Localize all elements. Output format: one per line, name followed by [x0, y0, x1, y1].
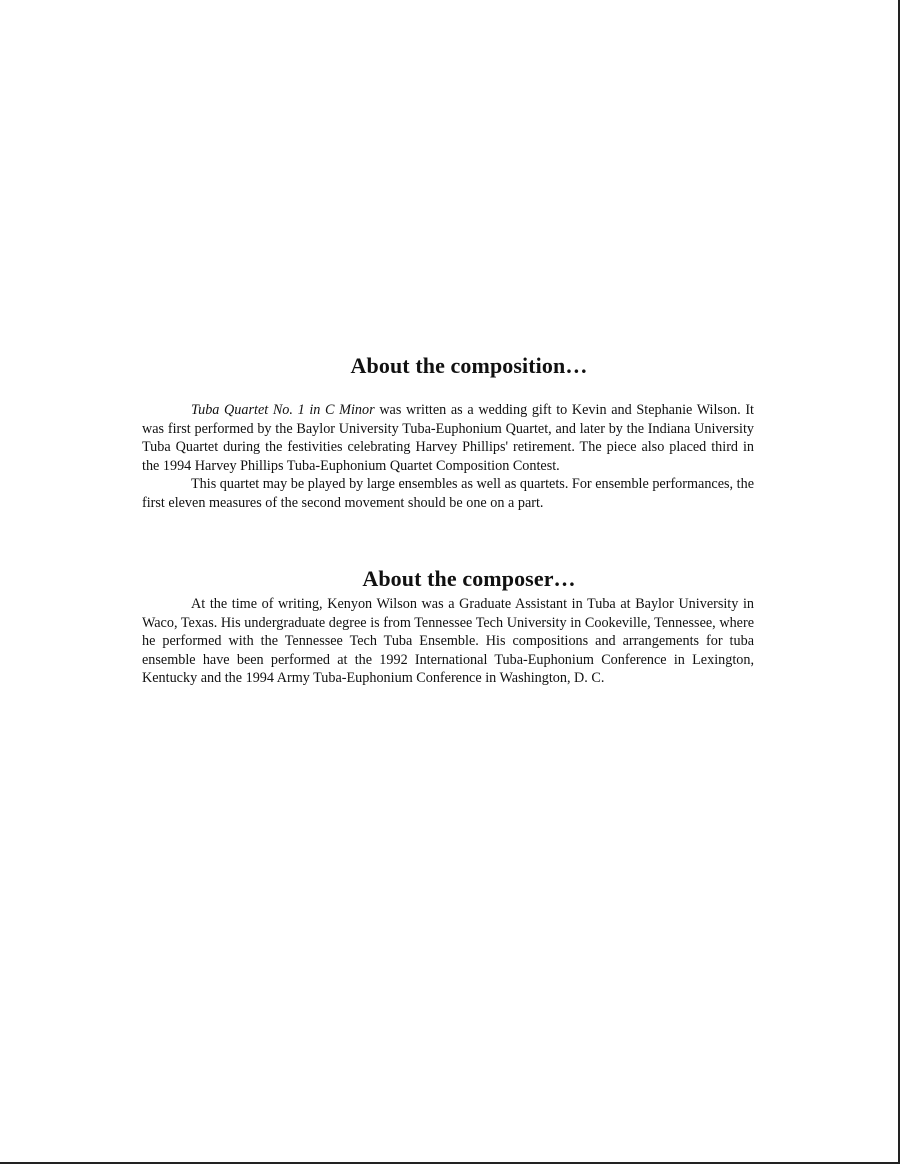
composer-heading: About the composer…: [362, 566, 576, 591]
composer-paragraph-1: At the time of writing, Kenyon Wilson was a Graduate Assistant in Tuba at Baylor University in Waco, Texas. His undergraduate degree is from Tennessee Tech University in Cookeville, Tennessee, where he performed with the Tennessee Tech Tuba Ensemble. His compositions and arrangements for tuba ensemble have been performed at the 1992 International Tuba-Euphonium Conference in Lexington, Kentucky and the 1994 Army Tuba-Euphonium Conference in Washington, D. C.: [142, 596, 754, 687]
composition-paragraph-2: This quartet may be played by large ensembles as well as quartets. For ensemble performances, the first eleven measures of the second movement should be one on a part.: [142, 476, 754, 511]
piece-title: Tuba Quartet No. 1 in C Minor: [191, 402, 375, 418]
about-composition-section: [142, 353, 754, 513]
about-composer-section: [142, 566, 754, 688]
composition-heading: About the composition…: [350, 353, 588, 378]
composition-paragraph-1: [142, 401, 754, 475]
composition-paragraph-1-text: was written as a wedding gift to Kevin and Stephanie Wilson. It was first performed by the Baylor University Tuba-Euphonium Quartet, and later by the Indiana University Tuba Quartet during the festivities celebrating Harvey Phillips' retirement. The piece also placed third in the 1994 Harvey Phillips Tuba-Euphonium Quartet Composition Contest.: [142, 402, 754, 474]
